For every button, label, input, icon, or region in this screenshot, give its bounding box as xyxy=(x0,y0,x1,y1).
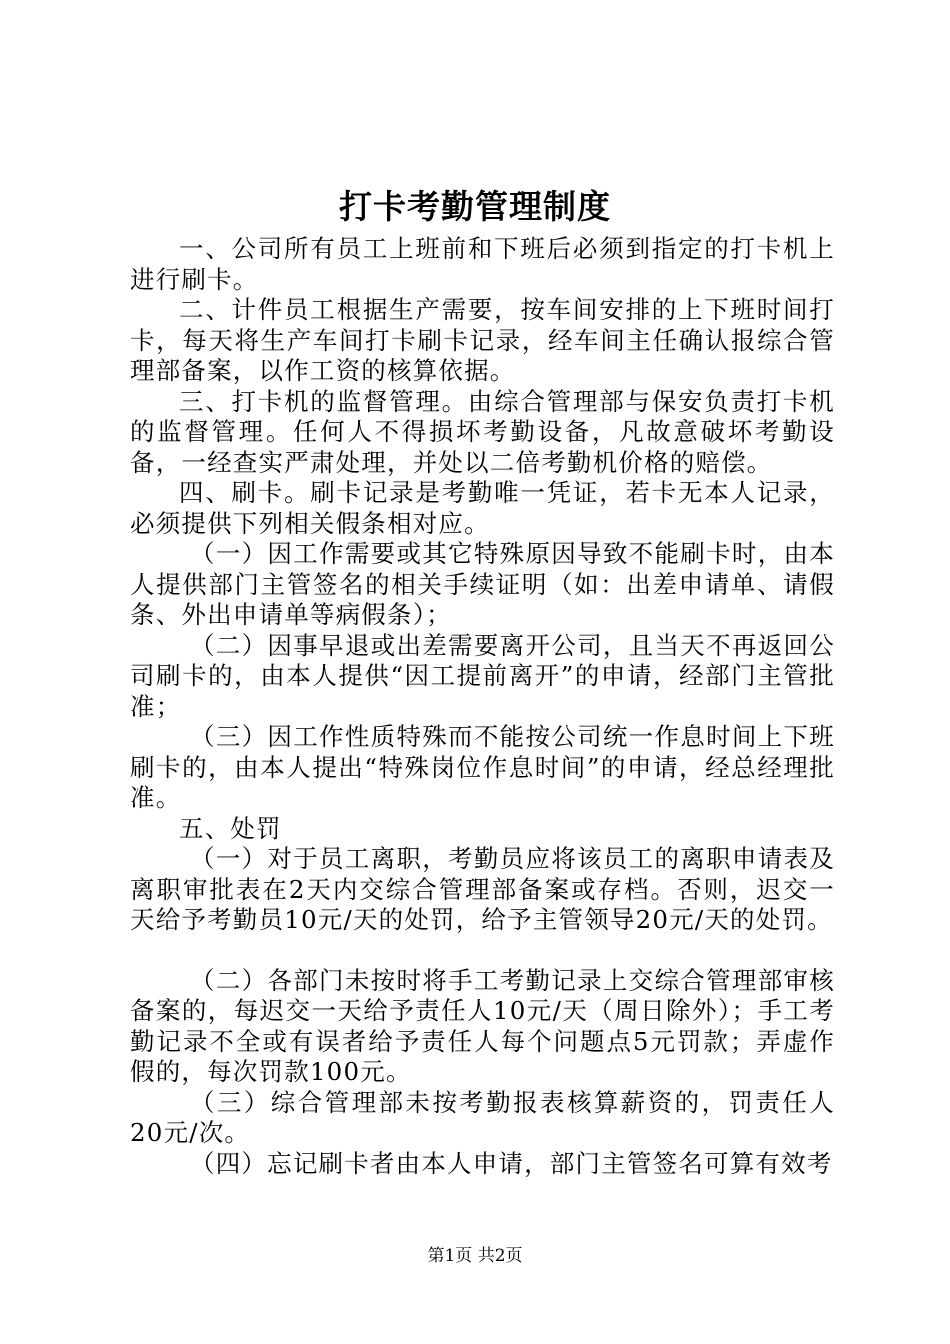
paragraph-swipe-item-1: （一）因工作需要或其它特殊原因导致不能刷卡时，由本人提供部门主管签名的相关手续证明（如：出差申请单、请假条、外出申请单等病假条）； xyxy=(130,539,835,629)
paragraph-machine-supervision: 三、打卡机的监督管理。由综合管理部与保安负责打卡机的监督管理。任何人不得损坏考勤设备，凡故意破坏考勤设备，一经查实严肃处理，并处以二倍考勤机价格的赔偿。 xyxy=(130,386,835,477)
paragraph-swipe-item-2: （二）因事早退或出差需要离开公司，且当天不再返回公司刷卡的，由本人提供“因工提前离开”的申请，经部门主管批准； xyxy=(130,630,835,721)
paragraph-penalty-item-2: （二）各部门未按时将手工考勤记录上交综合管理部审核备案的，每迟交一天给予责任人10元/天（周日除外）；手工考勤记录不全或有误者给予责任人每个问题点5元罚款；弄虚作假的，每次罚款100元。 xyxy=(130,965,835,1086)
paragraph-penalty-item-4: （四）忘记刷卡者由本人申请，部门主管签名可算有效考 xyxy=(190,1148,833,1178)
paragraph-card-swiping: 四、刷卡。刷卡记录是考勤唯一凭证，若卡无本人记录，必须提供下列相关假条相对应。 xyxy=(130,478,835,538)
paragraph-penalties-heading: 五、处罚 xyxy=(179,813,282,843)
paragraph-penalty-item-1: （一）对于员工离职，考勤员应将该员工的离职申请表及离职审批表在2天内交综合管理部备案或存档。否则，迟交一天给予考勤员10元/天的处罚，给予主管领导20元/天的处罚。 xyxy=(130,844,835,934)
document-title: 打卡考勤管理制度 xyxy=(339,187,611,226)
paragraph-penalty-item-3: （三）综合管理部未按考勤报表核算薪资的，罚责任人20元/次。 xyxy=(130,1087,835,1147)
document-body xyxy=(130,234,835,1179)
paragraph-swipe-item-3: （三）因工作性质特殊而不能按公司统一作息时间上下班刷卡的，由本人提出“特殊岗位作息时间”的申请，经总经理批准。 xyxy=(130,722,835,812)
paragraph-clock-in-requirement: 一、公司所有员工上班前和下班后必须到指定的打卡机上进行刷卡。 xyxy=(130,234,835,294)
page-footer: 第1页 共2页 xyxy=(427,1246,523,1266)
paragraph-piece-rate-employees: 二、计件员工根据生产需要，按车间安排的上下班时间打卡，每天将生产车间打卡刷卡记录，经车间主任确认报综合管理部备案，以作工资的核算依据。 xyxy=(130,295,835,385)
